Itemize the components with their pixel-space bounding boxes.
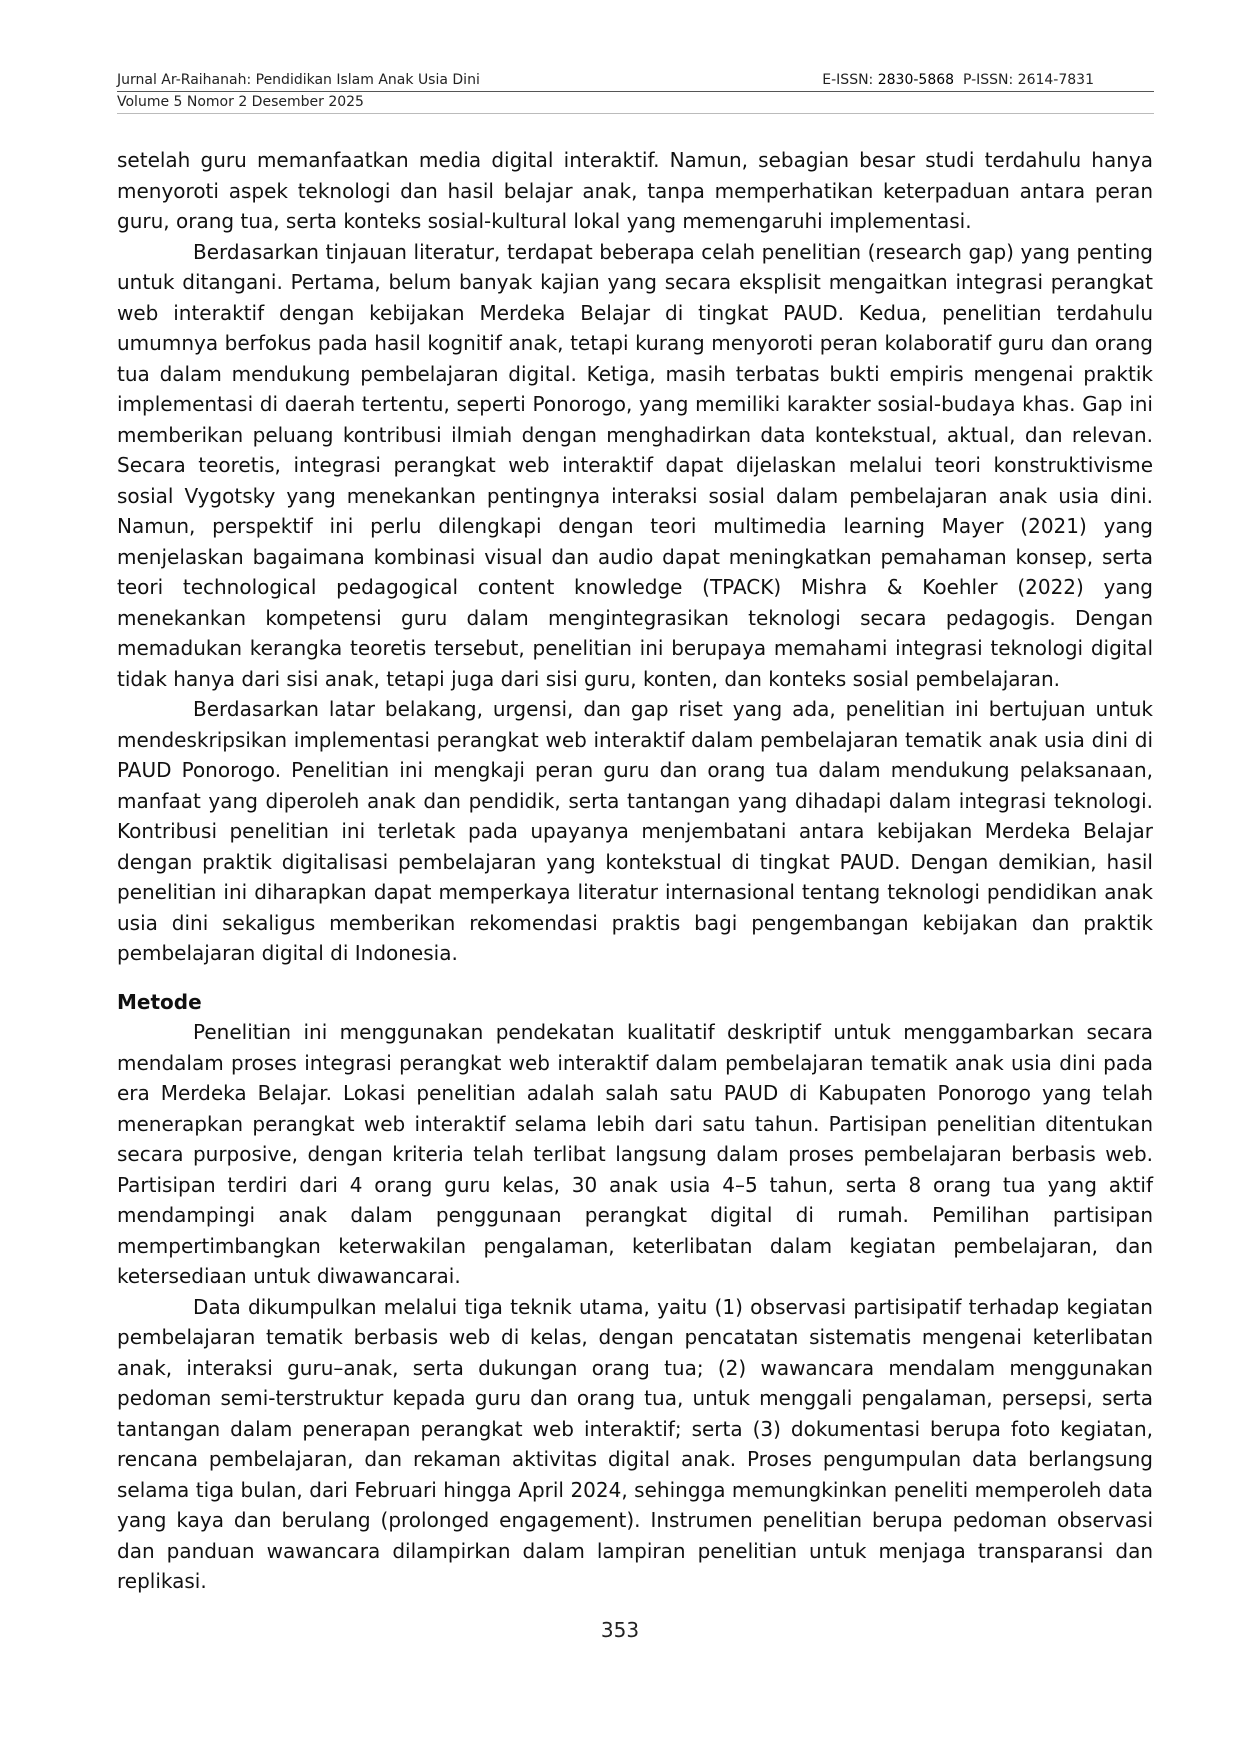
pissn: P-ISSN: 2614-7831 <box>954 72 1094 88</box>
article-body <box>117 145 1153 1597</box>
volume-line: Volume 5 Nomor 2 Desember 2025 <box>117 92 1154 114</box>
header-top-row <box>117 72 1154 92</box>
page-header <box>117 72 1154 114</box>
paragraph-continued: setelah guru memanfaatkan media digital interaktif. Namun, sebagian besar studi terdahulu hanya menyoroti aspek teknologi dan hasil belajar anak, tanpa memperhatikan keterpaduan antara peran guru, orang tua, serta konteks sosial-kultural lokal yang memengaruhi implementasi. <box>117 148 1153 233</box>
eissn-label: E-ISSN: <box>822 72 878 88</box>
paragraph-method-design: Penelitian ini menggunakan pendekatan kualitatif deskriptif untuk menggambarkan secara mendalam proses integrasi perangkat web interaktif dalam pembelajaran tematik anak usia dini pada era Merdeka Belajar. Lokasi penelitian adalah salah satu PAUD di Kabupaten Ponorogo yang telah menerapkan perangkat web interaktif selama lebih dari satu tahun. Partisipan penelitian ditentukan secara purposive, dengan kriteria telah terlibat langsung dalam proses pembelajaran berbasis web. Partisipan terdiri dari 4 orang guru kelas, 30 anak usia 4–5 tahun, serta 8 orang tua yang aktif mendampingi anak dalam penggunaan perangkat digital di rumah. Pemilihan partisipan mempertimbangkan keterwakilan pengalaman, keterlibatan dalam kegiatan pembelajaran, dan ketersediaan untuk diwawancarai. <box>117 1020 1153 1288</box>
paragraph-research-gap: Berdasarkan tinjauan literatur, terdapat beberapa celah penelitian (research gap) yang penting untuk ditangani. Pertama, belum banyak kajian yang secara eksplisit mengaitkan integrasi perangkat web interaktif dengan kebijakan Merdeka Belajar di tingkat PAUD. Kedua, penelitian terdahulu umumnya berfokus pada hasil kognitif anak, tetapi kurang menyoroti peran kolaboratif guru dan orang tua dalam mendukung pembelajaran digital. Ketiga, masih terbatas bukti empiris mengenai praktik implementasi di daerah tertentu, seperti Ponorogo, yang memiliki karakter sosial-budaya khas. Gap ini memberikan peluang kontribusi ilmiah dengan menghadirkan data kontekstual, aktual, dan relevan. Secara teoretis, integrasi perangkat web interaktif dapat dijelaskan melalui teori konstruktivisme sosial Vygotsky yang menekankan pentingnya interaksi sosial dalam pembelajaran anak usia dini. Namun, perspektif ini perlu dilengkapi dengan teori multimedia learning Mayer (2021) yang menjelaskan bagaimana kombinasi visual dan audio dapat meningkatkan pemahaman konsep, serta teori technological pedagogical content knowledge (TPACK) Mishra & Koehler (2022) yang menekankan kompetensi guru dalam mengintegrasikan teknologi secara pedagogis. Dengan memadukan kerangka teoretis tersebut, penelitian ini berupaya memahami integrasi teknologi digital tidak hanya dari sisi anak, tetapi juga dari sisi guru, konten, dan konteks sosial pembelajaran. <box>117 239 1153 691</box>
section-heading-metode: Metode <box>117 989 202 1014</box>
page-number: 353 <box>600 1618 640 1642</box>
issn-info <box>822 72 1154 89</box>
paragraph-research-aim: Berdasarkan latar belakang, urgensi, dan gap riset yang ada, penelitian ini bertujuan untuk mendeskripsikan implementasi perangkat web interaktif dalam pembelajaran tematik anak usia dini di PAUD Ponorogo. Penelitian ini mengkaji peran guru dan orang tua dalam mendukung pelaksanaan, manfaat yang diperoleh anak dan pendidik, serta tantangan yang dihadapi dalam integrasi teknologi. Kontribusi penelitian ini terletak pada upayanya menjembatani antara kebijakan Merdeka Belajar dengan praktik digitalisasi pembelajaran yang kontekstual di tingkat PAUD. Dengan demikian, hasil penelitian ini diharapkan dapat memperkaya literatur internasional tentang teknologi pendidikan anak usia dini sekaligus memberikan rekomendasi praktis bagi pengembangan kebijakan dan praktik pembelajaran digital di Indonesia. <box>117 697 1153 965</box>
journal-title: Jurnal Ar-Raihanah: Pendidikan Islam Anak Usia Dini <box>117 72 480 88</box>
paragraph-data-collection: Data dikumpulkan melalui tiga teknik utama, yaitu (1) observasi partisipatif terhadap kegiatan pembelajaran tematik berbasis web di kelas, dengan pencatatan sistematis mengenai keterlibatan anak, interaksi guru–anak, serta dukungan orang tua; (2) wawancara mendalam menggunakan pedoman semi-terstruktur kepada guru dan orang tua, untuk menggali pengalaman, persepsi, serta tantangan dalam penerapan perangkat web interaktif; serta (3) dokumentasi berupa foto kegiatan, rencana pembelajaran, dan rekaman aktivitas digital anak. Proses pengumpulan data berlangsung selama tiga bulan, dari Februari hingga April 2024, sehingga memungkinkan peneliti memperoleh data yang kaya dan berulang (prolonged engagement). Instrumen penelitian berupa pedoman observasi dan panduan wawancara dilampirkan dalam lampiran penelitian untuk menjaga transparansi dan replikasi. <box>117 1294 1153 1593</box>
eissn-number: 2830-5868 <box>877 72 955 88</box>
